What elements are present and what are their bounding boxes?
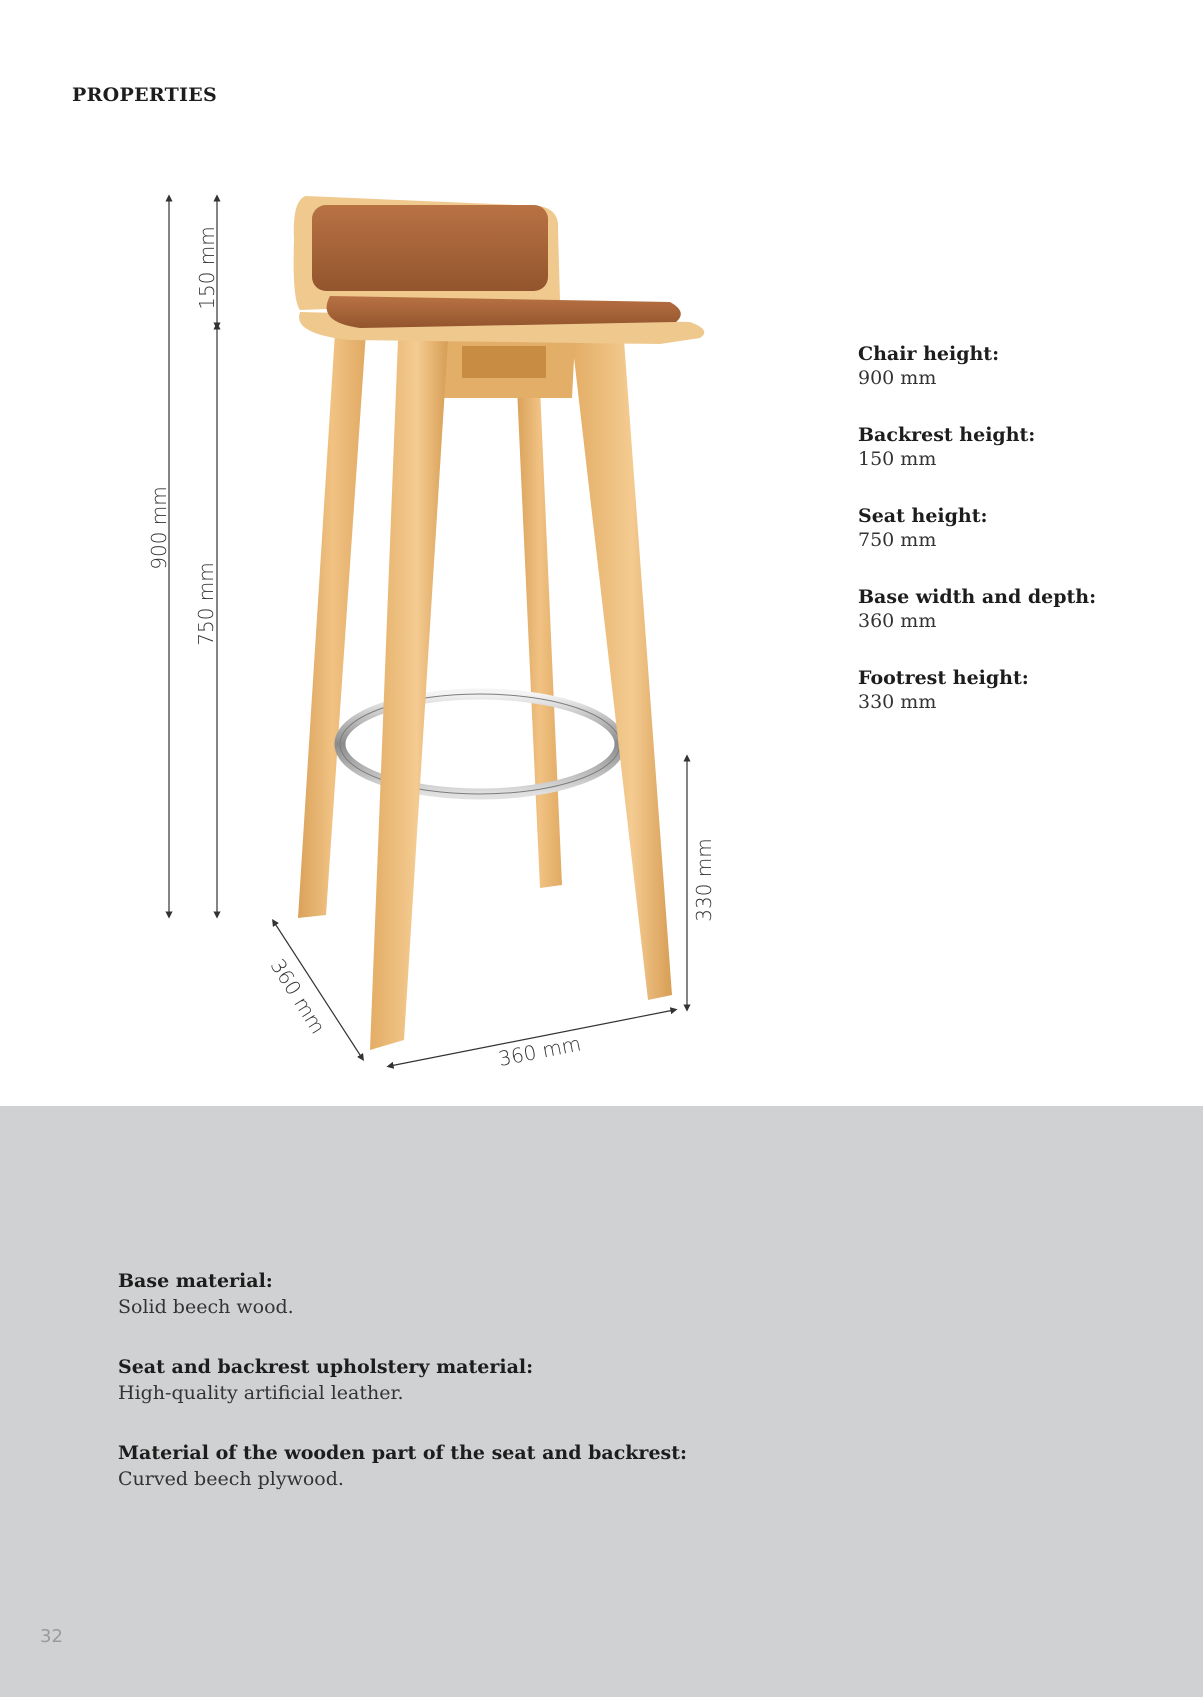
spec-chair-height xyxy=(858,342,1178,390)
spec-label: Seat height: xyxy=(858,505,988,527)
back-right-leg xyxy=(517,388,562,888)
apron-bracket xyxy=(462,346,546,378)
chair-height-dim-label: 900 mm xyxy=(147,486,171,570)
spec-value: 360 mm xyxy=(858,610,937,632)
spec-base-width-depth xyxy=(858,585,1178,633)
footrest-height-dim-label: 330 mm xyxy=(692,838,716,922)
spec-label: Footrest height: xyxy=(858,667,1029,689)
material-label: Base material: xyxy=(118,1270,273,1292)
material-base xyxy=(118,1268,1018,1320)
stool-illustration xyxy=(294,196,705,1050)
page-title: PROPERTIES xyxy=(72,84,218,106)
material-upholstery xyxy=(118,1354,1018,1406)
back-left-leg xyxy=(298,332,366,918)
spec-backrest-height xyxy=(858,423,1178,471)
material-label: Material of the wooden part of the seat and backrest: xyxy=(118,1442,688,1464)
spec-label: Backrest height: xyxy=(858,424,1036,446)
spec-label: Chair height: xyxy=(858,343,1000,365)
base-depth-dim-label: 360 mm xyxy=(265,954,331,1039)
material-label: Seat and backrest upholstery material: xyxy=(118,1356,534,1378)
backrest-height-dim-label: 150 mm xyxy=(195,226,219,310)
specs-list xyxy=(858,342,1178,747)
spec-value: 330 mm xyxy=(858,691,937,713)
base-width-dim-label: 360 mm xyxy=(496,1031,583,1071)
material-value: Curved beech plywood. xyxy=(118,1468,344,1490)
materials-panel xyxy=(0,1106,1203,1697)
spec-label: Base width and depth: xyxy=(858,586,1097,608)
material-wooden-part xyxy=(118,1440,1018,1492)
spec-value: 750 mm xyxy=(858,529,937,551)
materials-list xyxy=(118,1268,1018,1526)
backrest-cushion xyxy=(312,205,548,291)
spec-value: 900 mm xyxy=(858,367,937,389)
material-value: Solid beech wood. xyxy=(118,1296,294,1318)
page-number: 32 xyxy=(40,1626,63,1647)
spec-value: 150 mm xyxy=(858,448,937,470)
spec-footrest-height xyxy=(858,666,1178,714)
front-right-leg xyxy=(572,340,672,1000)
spec-seat-height xyxy=(858,504,1178,552)
material-value: High-quality artificial leather. xyxy=(118,1382,404,1404)
seat-height-dim-label: 750 mm xyxy=(194,562,218,646)
